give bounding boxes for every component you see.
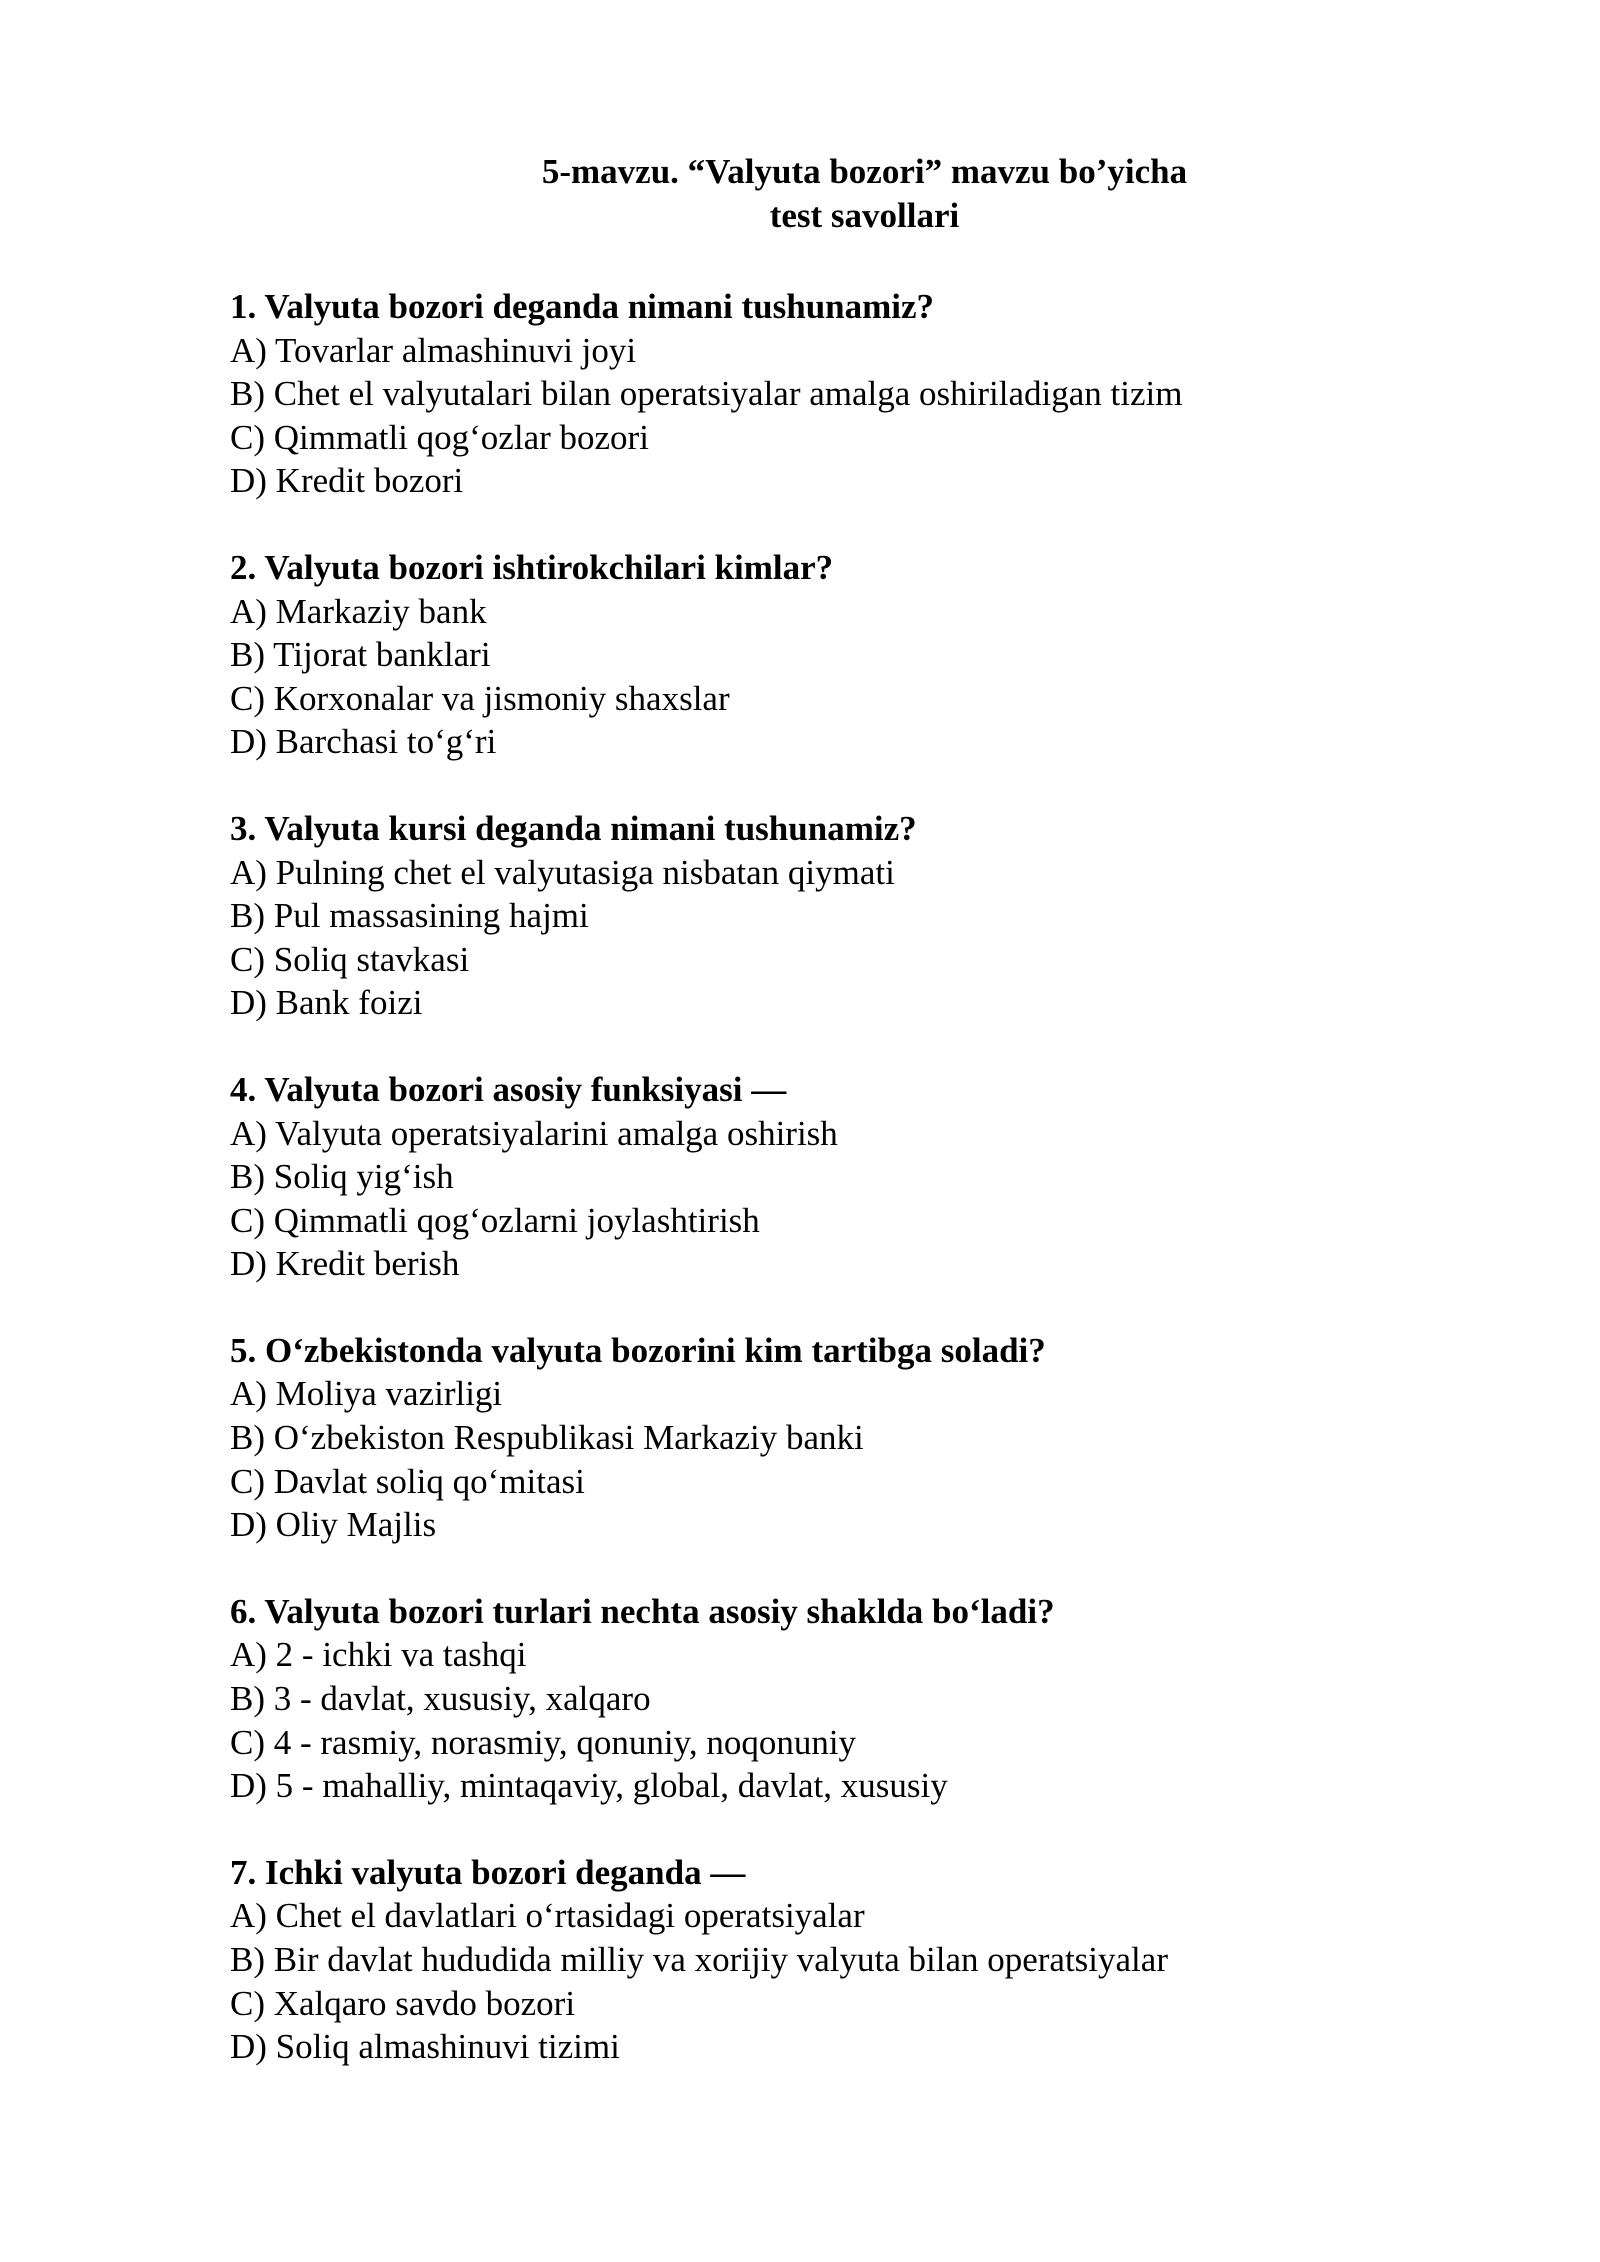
option-b: B) Chet el valyutalari bilan operatsiyalar amalga oshiriladigan tizim (230, 374, 1183, 414)
option-d: D) Kredit bozori (230, 461, 464, 501)
option-b: B) O‘zbekiston Respublikasi Markaziy banki (230, 1418, 864, 1458)
question-7 (230, 1851, 1530, 2069)
question-2 (230, 546, 1530, 764)
question-text: 1. Valyuta bozori deganda nimani tushunamiz? (230, 287, 935, 326)
question-6 (230, 1590, 1530, 1808)
title-line-2: test savollari (769, 196, 960, 235)
option-c: C) Soliq stavkasi (230, 939, 470, 979)
option-a: A) Pulning chet el valyutasiga nisbatan qiymati (230, 852, 895, 892)
option-c: C) Xalqaro savdo bozori (230, 1983, 576, 2023)
option-d: D) Bank foizi (230, 983, 423, 1023)
option-d: D) Barchasi to‘g‘ri (230, 722, 497, 762)
option-d: D) Oliy Majlis (230, 1505, 437, 1545)
question-text: 3. Valyuta kursi deganda nimani tushunamiz? (230, 808, 917, 848)
document-title (0, 150, 1600, 238)
option-b: B) Soliq yig‘ish (230, 1157, 454, 1197)
question-1 (230, 285, 1530, 503)
option-a: A) Valyuta operatsiyalarini amalga oshirish (230, 1113, 838, 1153)
option-a: A) Chet el davlatlari o‘rtasidagi operatsiyalar (230, 1896, 865, 1936)
option-c: C) Qimmatli qog‘ozlar bozori (230, 417, 649, 457)
question-list (230, 285, 1530, 2112)
option-c: C) Davlat soliq qo‘mitasi (230, 1461, 585, 1501)
option-c: C) Qimmatli qog‘ozlarni joylashtirish (230, 1200, 760, 1240)
title-line-1: 5-mavzu. “Valyuta bozori” mavzu bo’yicha (541, 152, 1188, 191)
option-a: A) 2 - ichki va tashqi (230, 1635, 527, 1675)
option-b: B) Pul massasining hajmi (230, 896, 589, 936)
option-a: A) Markaziy bank (230, 591, 487, 631)
option-b: B) 3 - davlat, xususiy, xalqaro (230, 1679, 651, 1719)
option-b: B) Tijorat banklari (230, 635, 491, 675)
option-c: C) 4 - rasmiy, norasmiy, qonuniy, noqonuniy (230, 1722, 857, 1762)
question-4 (230, 1068, 1530, 1286)
question-3 (230, 807, 1530, 1025)
option-d: D) Kredit berish (230, 1244, 460, 1284)
question-text: 4. Valyuta bozori asosiy funksiyasi — (230, 1069, 787, 1109)
option-a: A) Tovarlar almashinuvi joyi (230, 330, 637, 370)
option-b: B) Bir davlat hududida milliy va xorijiy valyuta bilan operatsiyalar (230, 1940, 1168, 1979)
option-a: A) Moliya vazirligi (230, 1374, 503, 1414)
question-text: 5. O‘zbekistonda valyuta bozorini kim tartibga soladi? (230, 1330, 1046, 1370)
option-d: D) Soliq almashinuvi tizimi (230, 2027, 620, 2067)
option-c: C) Korxonalar va jismoniy shaxslar (230, 678, 730, 718)
question-text: 6. Valyuta bozori turlari nechta asosiy shaklda bo‘ladi? (230, 1591, 1055, 1631)
question-5 (230, 1329, 1530, 1547)
question-text: 7. Ichki valyuta bozori deganda — (230, 1852, 746, 1892)
option-d: D) 5 - mahalliy, mintaqaviy, global, davlat, xususiy (230, 1766, 948, 1806)
question-text: 2. Valyuta bozori ishtirokchilari kimlar? (230, 547, 834, 587)
